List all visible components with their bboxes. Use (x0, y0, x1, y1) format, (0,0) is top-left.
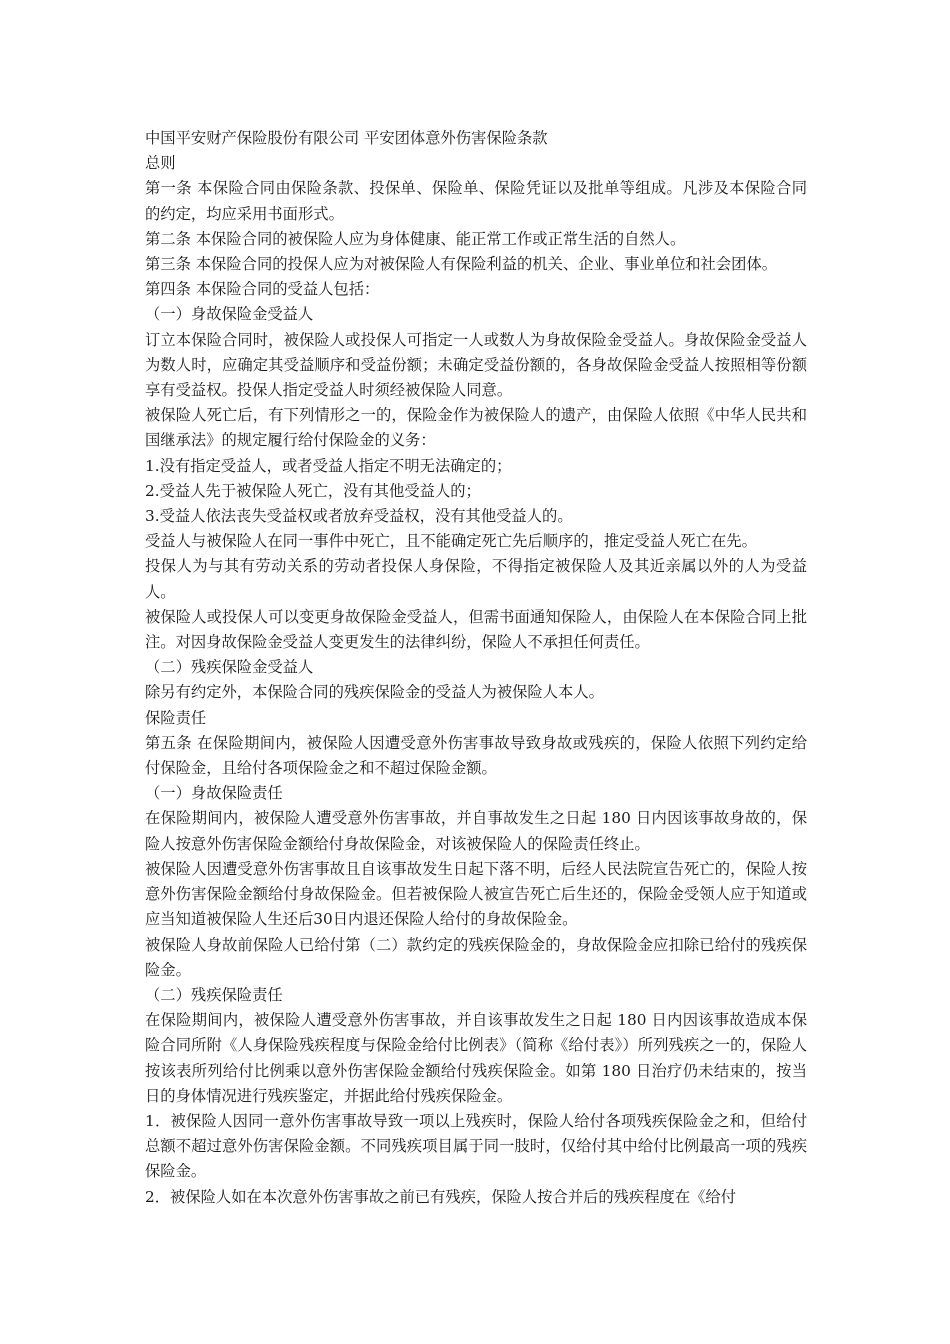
subheading-disability-liability: （二）残疾保险责任 (145, 985, 283, 1004)
article-2: 第二条 本保险合同的被保险人应为身体健康、能正常工作或正常生活的自然人。 (145, 229, 686, 248)
paragraph: 受益人与被保险人在同一事件中死亡，且不能确定死亡先后顺序的，推定受益人死亡在先。 (145, 532, 757, 551)
document-title: 中国平安财产保险股份有限公司 平安团体意外伤害保险条款 (145, 129, 548, 147)
article-4: 第四条 本保险合同的受益人包括： (145, 280, 380, 299)
paragraph: 被保险人身故前保险人已给付第（二）款约定的残疾保险金的，身故保险金应扣除已给付的残疾保险金。 (145, 935, 807, 979)
document-body (145, 126, 807, 1210)
article-3: 第三条 本保险合同的投保人应为对被保险人有保险利益的机关、企业、事业单位和社会团体。 (145, 255, 778, 274)
list-item: 2.受益人先于被保险人死亡，没有其他受益人的； (145, 481, 481, 500)
paragraph: 被保险人死亡后，有下列情形之一的，保险金作为被保险人的遗产，由保险人依照《中华人民共和国继承法》的规定履行给付保险金的义务： (145, 406, 807, 450)
paragraph: 被保险人或投保人可以变更身故保险金受益人，但需书面通知保险人，由保险人在本保险合同上批注。对因身故保险金受益人变更发生的法律纠纷，保险人不承担任何责任。 (145, 607, 807, 652)
paragraph: 投保人为与其有劳动关系的劳动者投保人身保险，不得指定被保险人及其近亲属以外的人为受益人。 (145, 557, 807, 601)
article-1: 第一条 本保险合同由保险条款、投保单、保险单、保险凭证以及批单等组成。凡涉及本保险合同的约定，均应采用书面形式。 (145, 179, 807, 223)
article-5: 第五条 在保险期间内，被保险人因遭受意外伤害事故导致身故或残疾的，保险人依照下列约定给付保险金，且给付各项保险金之和不超过保险金额。 (145, 733, 807, 778)
section-heading-general: 总则 (145, 154, 176, 173)
subheading-death-liability: （一）身故保险责任 (145, 784, 283, 803)
paragraph: 被保险人因遭受意外伤害事故且自该事故发生日起下落不明，后经人民法院宣告死亡的，保险人按意外伤害保险金额给付身故保险金。但若被保险人被宣告死亡后生还的，保险金受领人应于知道或应当知道被保险人生还后30日内退还保险人给付的身故保险金。 (145, 859, 807, 929)
subheading-disability-beneficiary: （二）残疾保险金受益人 (145, 658, 314, 677)
list-item: 1．被保险人因同一意外伤害事故导致一项以上残疾时，保险人给付各项残疾保险金之和，但给付总额不超过意外伤害保险金额。不同残疾项目属于同一肢时，仅给付其中给付比例最高一项的残疾保险金。 (145, 1111, 807, 1181)
paragraph: 在保险期间内，被保险人遭受意外伤害事故，并自事故发生之日起 180 日内因该事故身故的，保险人按意外伤害保险金额给付身故保险金，对该被保险人的保险责任终止。 (145, 809, 807, 853)
subheading-death-beneficiary: （一）身故保险金受益人 (145, 305, 314, 324)
paragraph: 订立本保险合同时，被保险人或投保人可指定一人或数人为身故保险金受益人。身故保险金受益人为数人时，应确定其受益顺序和受益份额；未确定受益份额的，各身故保险金受益人按照相等份额享有受益权。投保人指定受益人时须经被保险人同意。 (145, 330, 807, 400)
list-item: 2．被保险人如在本次意外伤害事故之前已有残疾，保险人按合并后的残疾程度在《给付 (145, 1187, 737, 1206)
list-item: 1.没有指定受益人，或者受益人指定不明无法确定的； (145, 456, 512, 475)
paragraph: 除另有约定外，本保险合同的残疾保险金的受益人为被保险人本人。 (145, 683, 604, 702)
list-item: 3.受益人依法丧失受益权或者放弃受益权，没有其他受益人的。 (145, 507, 573, 526)
section-heading-liability: 保险责任 (145, 708, 207, 727)
paragraph: 在保险期间内，被保险人遭受意外伤害事故，并自该事故发生之日起 180 日内因该事故造成本保险合同所附《人身保险残疾程度与保险金给付比例表》（简称《给付表》）所列残疾之一的，保险人按该表所列给付比例乘以意外伤害保险金额给付残疾保险金。如第 180 日治疗仍未结束的，按当日的身体情况进行残疾鉴定，并据此给付残疾保险金。 (145, 1011, 807, 1105)
